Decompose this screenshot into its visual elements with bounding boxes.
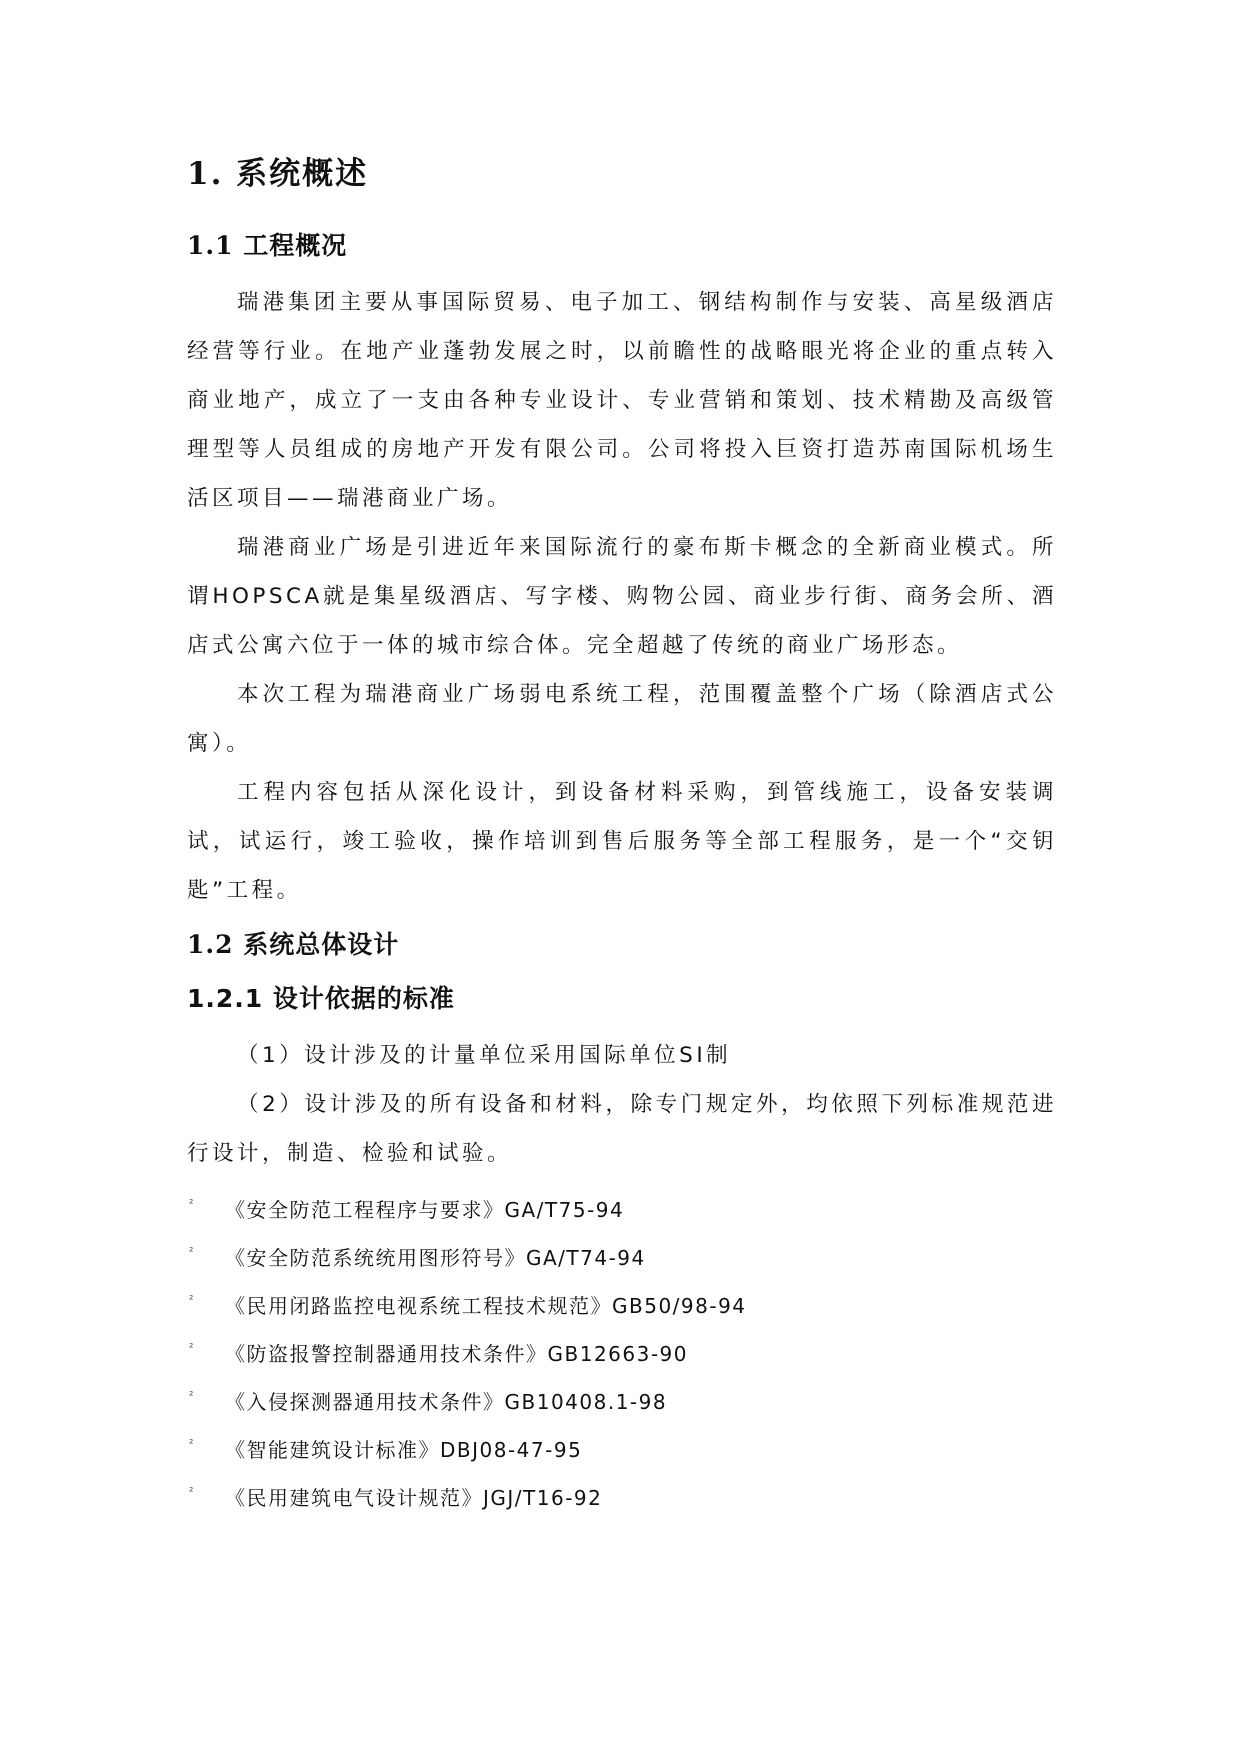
standard-name: 《防盗报警控制器通用技术条件》GB12663-90: [225, 1342, 689, 1366]
bullet-icon: ²: [189, 1485, 195, 1498]
overview-paragraph-2: 瑞港商业广场是引进近年来国际流行的豪布斯卡概念的全新商业模式。所谓HOPSCA就是集星级酒店、写字楼、购物公园、商业步行街、商务会所、酒店式公寓六位于一体的城市综合体。完全超越了传统的商业广场形态。: [187, 535, 1057, 658]
bullet-icon: ²: [189, 1245, 195, 1258]
standard-name: 《安全防范工程程序与要求》GA/T75-94: [225, 1198, 625, 1222]
standard-name: 《安全防范系统统用图形符号》GA/T74-94: [225, 1246, 646, 1270]
section-1-2-title: 1.2 系统总体设计: [187, 930, 400, 959]
overview-paragraph-1: 瑞港集团主要从事国际贸易、电子加工、钢结构制作与安装、高星级酒店经营等行业。在地产业蓬勃发展之时，以前瞻性的战略眼光将企业的重点转入商业地产，成立了一支由各种专业设计、专业营销和策划、技术精勘及高级管理型等人员组成的房地产开发有限公司。公司将投入巨资打造苏南国际机场生活区项目——瑞港商业广场。: [187, 290, 1057, 511]
standard-name: 《智能建筑设计标准》DBJ08-47-95: [225, 1438, 583, 1462]
standard-name: 《民用闭路监控电视系统工程技术规范》GB50/98-94: [225, 1294, 747, 1318]
bullet-icon: ²: [189, 1197, 195, 1210]
overview-paragraph-3: 本次工程为瑞港商业广场弱电系统工程，范围覆盖整个广场（除酒店式公寓）。: [187, 682, 1057, 756]
standards-paragraph-1: （1）设计涉及的计量单位采用国际单位SI制: [237, 1043, 732, 1068]
bullet-icon: ²: [189, 1293, 195, 1306]
standard-name: 《民用建筑电气设计规范》JGJ/T16-92: [225, 1486, 603, 1510]
list-item: [187, 1234, 1057, 1282]
standards-paragraph-2: （2）设计涉及的所有设备和材料，除专门规定外，均依照下列标准规范进行设计，制造、检验和试验。: [187, 1092, 1057, 1166]
standard-name: 《入侵探测器通用技术条件》GB10408.1-98: [225, 1390, 668, 1414]
bullet-icon: ²: [189, 1389, 195, 1402]
section-1-2-1-title: 1.2.1 设计依据的标准: [187, 984, 455, 1013]
list-item: [187, 1378, 1057, 1426]
list-item: [187, 1330, 1057, 1378]
list-item: [187, 1474, 1057, 1522]
overview-paragraph-4: 工程内容包括从深化设计，到设备材料采购，到管线施工，设备安装调试，试运行，竣工验收，操作培训到售后服务等全部工程服务，是一个“交钥匙”工程。: [187, 780, 1057, 903]
section-1-1-title: 1.1 工程概况: [187, 231, 348, 260]
standards-list: [187, 1186, 1057, 1522]
bullet-icon: ²: [189, 1341, 195, 1354]
bullet-icon: ²: [189, 1437, 195, 1450]
list-item: [187, 1186, 1057, 1234]
list-item: [187, 1426, 1057, 1474]
document-page: [187, 150, 1057, 1522]
section-1-title: 1. 系统概述: [187, 156, 369, 192]
list-item: [187, 1282, 1057, 1330]
